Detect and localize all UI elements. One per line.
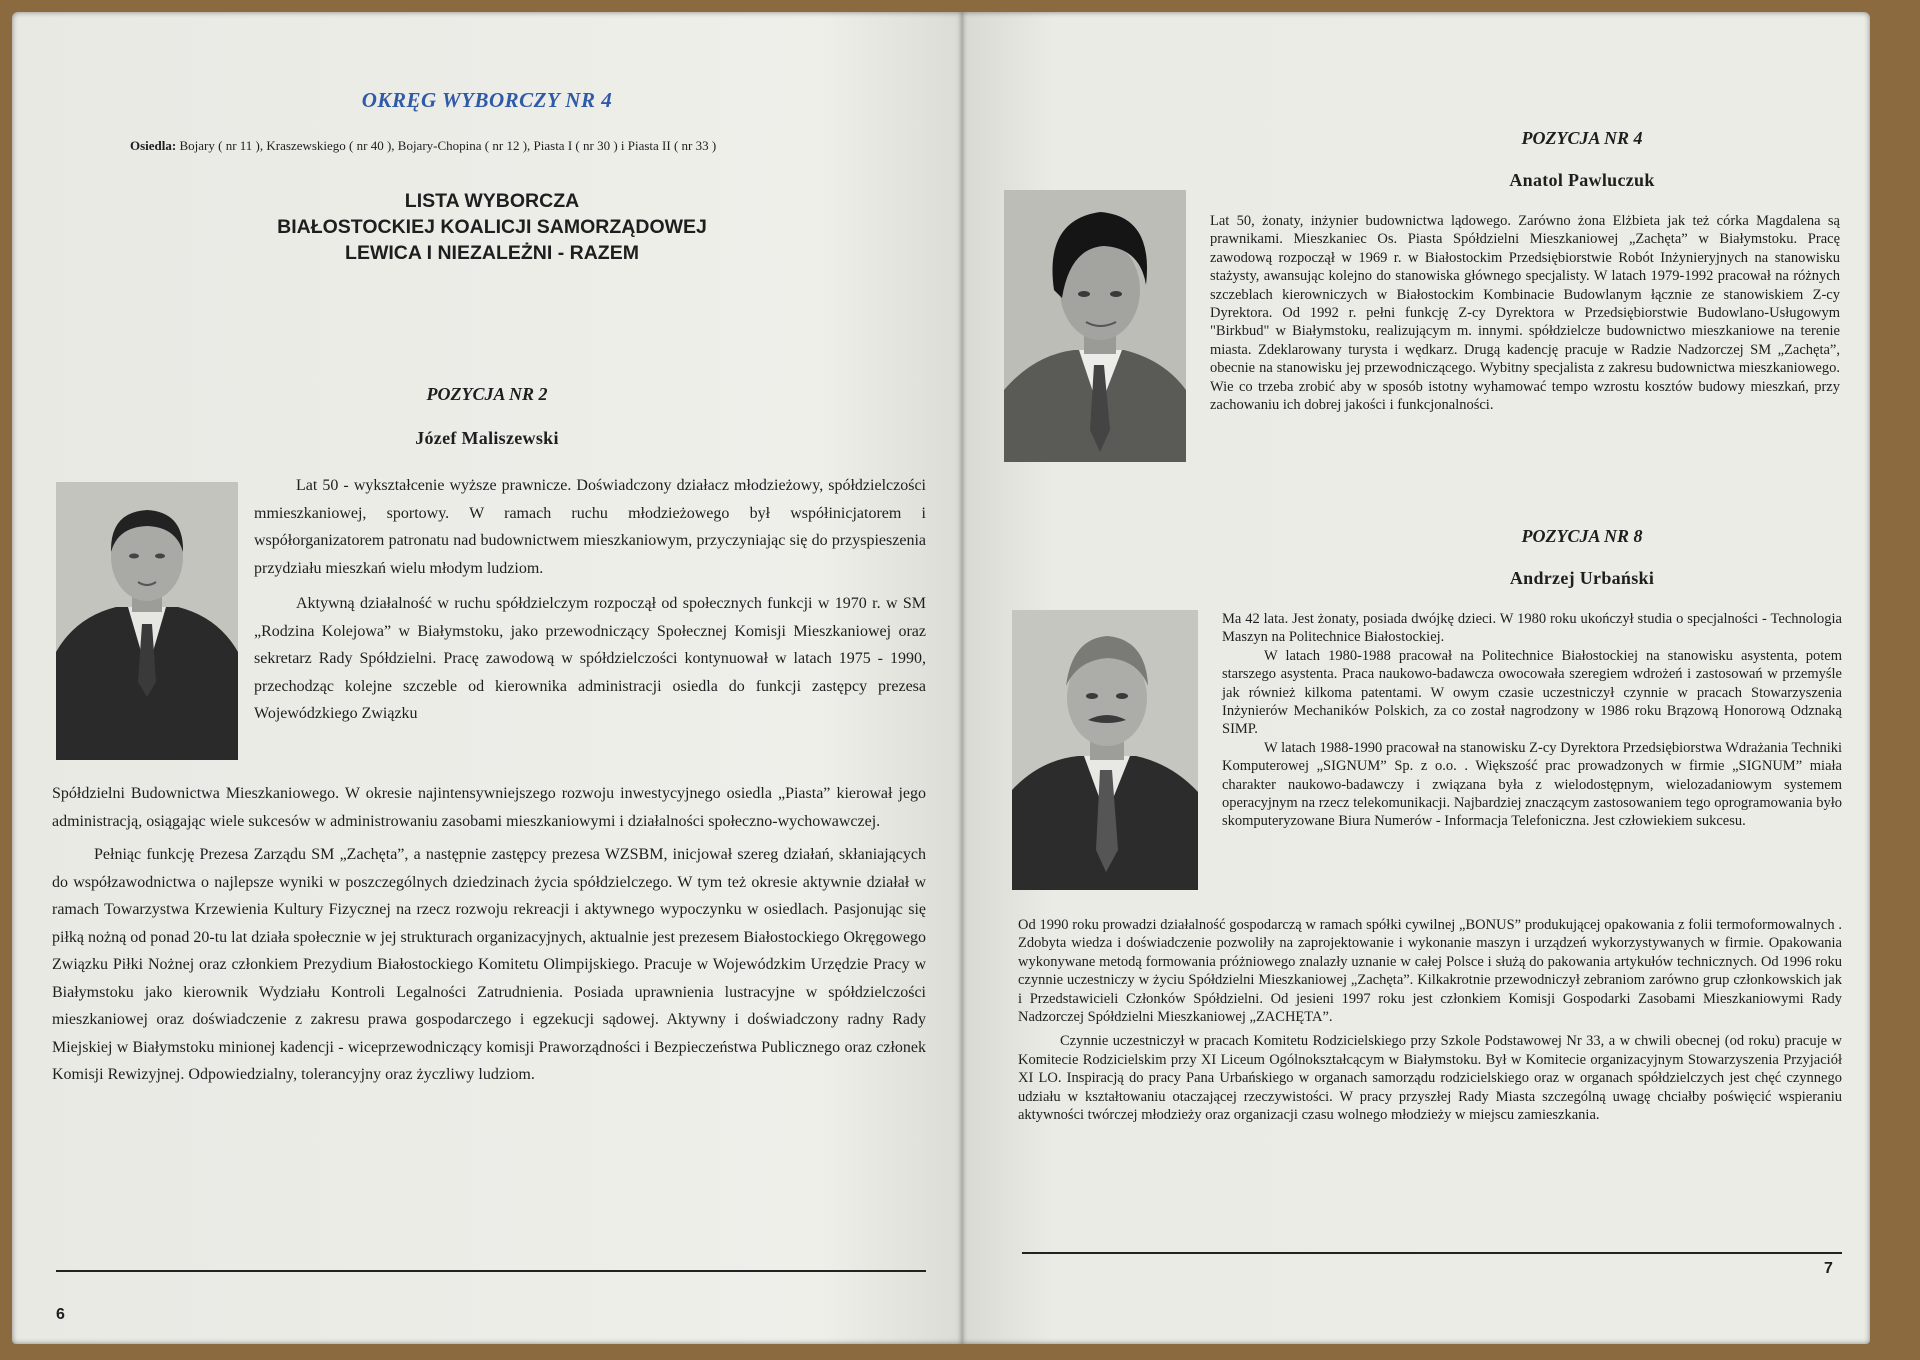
candidate-bio-b-paragraph-3: W latach 1988-1990 pracował na stanowisku Z-cy Dyrektora Przedsiębiorstwa Wdrażania Techniki Komputerowej „SIGNUM” Sp. z o.o. . Większość prac prowadzonych w firmie „SIGNUM” miała charakter naukowo-badawczy i związana była z wielodostępnym, wielozadaniowym systemem operacyjnym na rzecz telekomunikacji. Najbardziej znaczącym zastosowaniem tego oprogramowania było skomputeryzowane Biura Numerów - Informacja Telefoniczna. Jest człowiekiem sukcesu. [1222, 739, 1842, 830]
portrait-image-a [1004, 190, 1186, 462]
candidate-bio-b-paragraph-1: Ma 42 lata. Jest żonaty, posiada dwójkę dzieci. W 1980 roku ukończył studia o specjalności - Technologia Maszyn na Politechnice Białostockiej. [1222, 611, 1842, 646]
footer-rule-right [1022, 1252, 1842, 1254]
candidate-bio-b-paragraph-4: Od 1990 roku prowadzi działalność gospodarczą w ramach spółki cywilnej „BONUS” produkującej opakowania z folii termoformowalnych . Zdobyta wiedza i doświadczenie pozwoliły na zaprojektowanie i wykonanie maszyn i urządzeń wykorzystywanych w firmie. Opakowania wykonywane metodą formowania próżniowego znalazły uznanie w całej Polsce i służą do pakowania artykułów technicznych. Od 1996 roku czynnie uczestniczy w życiu Spółdzielni Mieszkaniowej „Zachęta”. Kilkakrotnie przewodniczył zebraniom zarówno grup członkowskich jak i Przedstawicieli Członków Spółdzielni. Od jesieni 1997 roku jest członkiem Komisji Gospodarki Zasobami Mieszkaniowymi Rady Nadzorczej Spółdzielni Mieszkaniowej „ZACHĘTA”. [1018, 917, 1842, 1026]
right-page [962, 12, 1870, 1344]
candidate-bio-b-paragraph-5: Czynnie uczestniczył w pracach Komitetu Rodzicielskiego przy Szkole Podstawowej Nr 33, a w chwili obecnej (od roku) pracuje w Komitecie Rodzicielskim przy XI Liceum Ogólnokształcącym w Białymstoku. Był w Komitecie organizacyjnym Stowarzyszenia Przyjaciół XI LO. Inspiracją do pracy Pana Urbańskiego w organach samorządu rodzicielskiego oraz w organach spółdzielczych jest chęć czynnego udziału w kształtowaniu otaczającej rzeczywistości. W pracy przyszłej Rady Miasta szczególną uwagę chciałby poświęcić wspieraniu aktywności twórczej młodzieży oraz organizacji czasu wolnego młodzieży w miejscu zamieszkania. [1018, 1033, 1842, 1124]
candidate-name-b: Andrzej Urbański [1509, 568, 1655, 588]
portrait-image-b [1012, 610, 1198, 890]
list-title-line-2: BIAŁOSTOCKIEJ KOALICJI SAMORZĄDOWEJ [277, 216, 707, 238]
page-number: 6 [56, 1306, 65, 1323]
position-heading-a: POZYCJA NR 4 [1521, 128, 1643, 148]
list-title [252, 188, 732, 266]
candidate-bio-paragraph-3: Pełniąc funkcję Prezesa Zarządu SM „Zachęta”, a następnie zastępcy prezesa WZSBM, inicjował szereg działań, skłaniających do współzawodnictwa o najlepsze wyniki w poszczególnych dziedzinach życia spółdzielczego. W tym też okresie aktywnie działał w ramach Towarzystwa Krzewienia Kultury Fizycznej na rzecz rozwoju rekreacji i aktywnego wypoczynku w osiedlach. Pasjonując się piłką nożną od ponad 20-tu lat działa społecznie w jej strukturach organizacyjnych, aktualnie jest prezesem Białostockiego Okręgowego Związku Piłki Nożnej oraz członkiem Prezydium Białostockiego Komitetu Olimpijskiego. Pracuje w Wojewódzkim Urzędzie Pracy w Białymstoku jako kierownik Wydziału Kontroli Legalności Zatrudnienia. Posiada uprawnienia lustracyjne w spółdzielczości mieszkaniowej oraz doświadczenie z zakresu prawa gospodarczego i egzekucji sądowej. Aktywny i doświadczony radny Rady Miejskiej w Białymstoku minionej kadencji - wiceprzewodniczący komisji Praworządności i Bezpieczeństwa Publicznego oraz członek Komisji Rewizyjnej. Odpowiedzialny, tolerancyjny oraz życzliwy ludziom. [52, 846, 926, 1083]
candidate-bio-b-top [1222, 610, 1842, 831]
portrait-image [56, 482, 238, 760]
page-number-right: 7 [1824, 1260, 1833, 1277]
position-heading-b: POZYCJA NR 8 [1521, 526, 1643, 546]
candidate-name-a: Anatol Pawluczuk [1509, 170, 1655, 190]
footer-rule [56, 1270, 926, 1272]
estates-label: Osiedla: [130, 138, 177, 153]
candidate-bio-a: Lat 50, żonaty, inżynier budownictwa lądowego. Zarówno żona Elżbieta jak też córka Magdalena są prawnikami. Mieszkaniec Os. Piasta Spółdzielni Mieszkaniowej „Zachęta” w Białymstoku. Pracę zawodową rozpoczął w 1969 r. w Białostockim Przedsiębiorstwie Robót Inżynieryjnych na stanowisku stażysty, awansując kolejno do stanowiska głównego specjalisty. W latach 1979-1992 pracował na różnych szczeblach kierowniczych w Białostockim Kombinacie Budowlanym łącznie ze stanowiskiem Z-cy Dyrektora. Od 1992 r. pełni funkcję Z-cy Dyrektora w Przedsiębiorstwie Budowlano-Usługowym "Birkbud" w Białymstoku, realizującym m. innymi. spółdzielcze budownictwo mieszkaniowe na terenie miasta. Zdeklarowany turysta i wędkarz. Drugą kadencję pracuje w Radzie Nadzorczej SM „Zachęta”, obecnie na stanowisku jej przewodniczącego. Wybitny specjalista z zakresu budownictwa mieszkaniowego. Wie co trzeba zrobić aby w sposób istotny wyhamować tempo wzrostu kosztów budowy mieszkań, przy zachowaniu ich dobrej jakości i funkcjonalności. [1210, 213, 1840, 414]
candidate-photo-b [1012, 610, 1198, 890]
estates-line [130, 138, 716, 154]
candidate-bio-continued [52, 780, 926, 1089]
candidate-bio-b-bottom [1018, 916, 1842, 1124]
left-page [12, 12, 962, 1344]
candidate-name: Józef Maliszewski [415, 428, 559, 448]
candidate-photo [56, 482, 238, 760]
candidate-bio-paragraph-1: Lat 50 - wykształcenie wyższe prawnicze. Doświadczony działacz młodzieżowy, spółdzielczości mmieszkaniowej, sportowy. W ramach ruchu młodzieżowego był współinicjatorem i współorganizatorem patronatu nad budownictwem mieszkaniowym, przyczyniając się do przyspieszenia przydziału mieszkań wielu młodym ludziom. Aktywną działalność w ruchu spółdzielczym rozpoczął od społecznych funkcji w 1970 r. w SM „Rodzina Kolejowa” w Białymstoku, jako przewodniczący Społecznej Komisji Mieszkaniowej oraz sekretarz Rady Spółdzielni. Pracę zawodową w spółdzielczości kontynuował w latach 1975 - 1990, przechodząc kolejne szczeble od kierownika administracji osiedla do funkcji zastępcy prezesa Wojewódzkiego Związku [254, 472, 926, 728]
district-title: OKRĘG WYBORCZY NR 4 [361, 88, 613, 112]
candidate-bio-b-paragraph-2: W latach 1980-1988 pracował na Politechnice Białostockiej na stanowisku asystenta, potem starszego asystenta. Praca naukowo-badawcza owocowała szeregiem wdrożeń i zastosowań w przemyśle jak również kilkoma patentami. W owym czasie uczestniczył czynnie w pracach Stowarzyszenia Inżynierów Mechaników Polskich, za co został nagrodzony w 1986 roku Brązową Honorową Odznaką SIMP. [1222, 647, 1842, 738]
position-heading: POZYCJA NR 2 [426, 384, 548, 404]
candidate-photo-a [1004, 190, 1186, 462]
candidate-bio-paragraph-2: Aktywną działalność w ruchu spółdzielczym rozpoczął od społecznych funkcji w 1970 r. w SM „Rodzina Kolejowa” w Białymstoku, jako przewodniczący Społecznej Komisji Mieszkaniowej oraz sekretarz Rady Spółdzielni. Pracę zawodową w spółdzielczości kontynuował w latach 1975 - 1990, przechodząc kolejne szczeble od kierownika administracji osiedla do funkcji zastępcy prezesa Wojewódzkiego Związku [254, 595, 926, 722]
candidate-bio-paragraph-2-cont: Spółdzielni Budownictwa Mieszkaniowego. W okresie najintensywniejszego rozwoju inwestycyjnego osiedla „Piasta” kierował jego administracją, osiągając wiele sukcesów w administrowaniu zasobami mieszkaniowymi i działalności społeczno-wychowawczej. [52, 785, 926, 830]
list-title-line-3: LEWICA I NIEZALEŻNI - RAZEM [345, 242, 639, 264]
list-title-line-1: LISTA WYBORCZA [404, 190, 580, 212]
estates-text: Bojary ( nr 11 ), Kraszewskiego ( nr 40 ), Bojary-Chopina ( nr 12 ), Piasta I ( nr 30 ) i Piasta II ( nr 33 ) [179, 138, 717, 153]
